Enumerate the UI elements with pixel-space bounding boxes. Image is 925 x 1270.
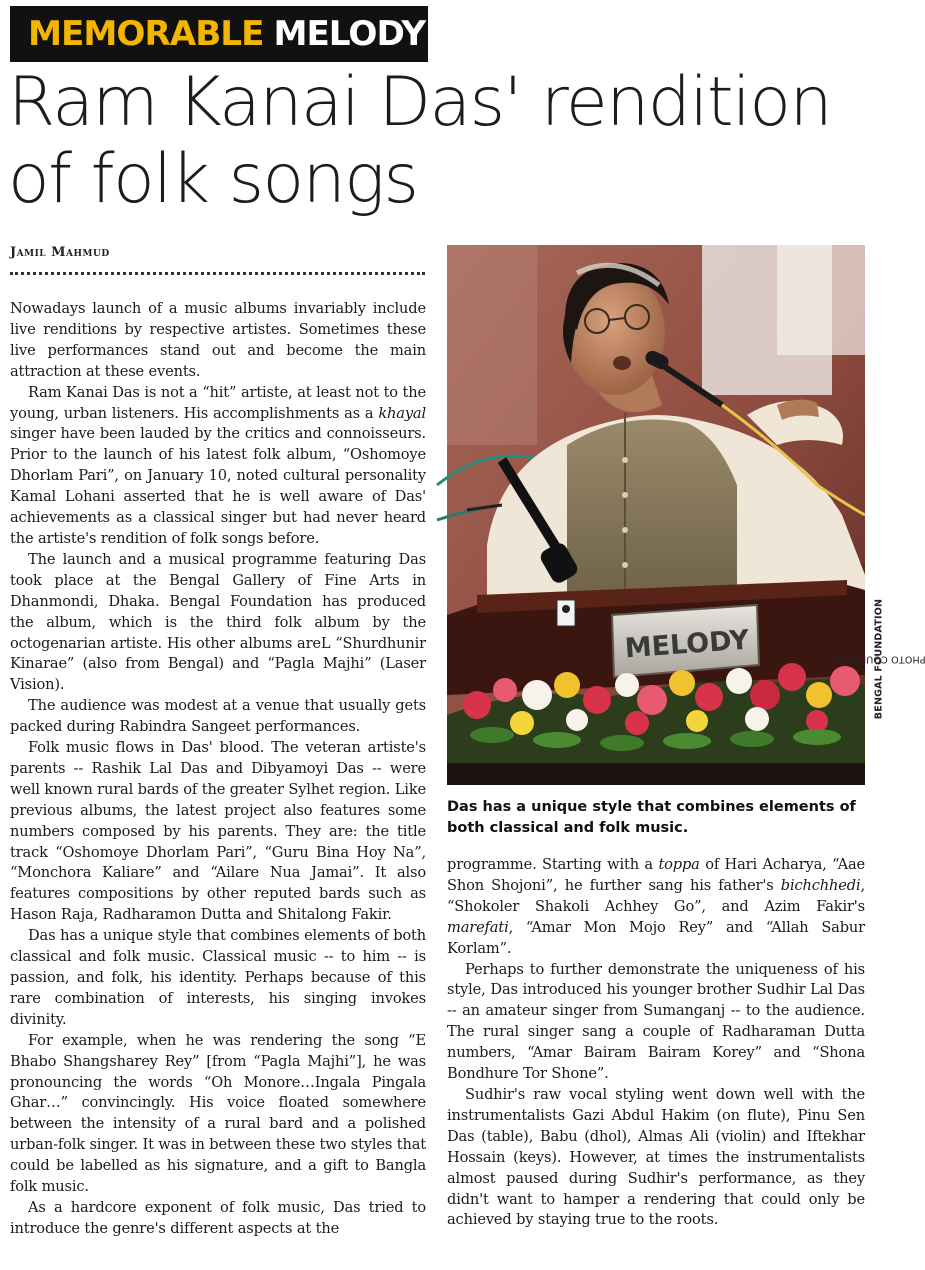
photo-credit-name: BENGAL FOUNDATION (873, 598, 885, 719)
singer-photo-illustration (447, 245, 865, 785)
paragraph: As a hardcore exponent of folk music, Das tried to introduce the genre's different aspects at the (10, 1198, 426, 1237)
paragraph: The launch and a musical programme featuring Das took place at the Bengal Gallery of Fine Arts in Dhanmondi, Dhaka. Bengal Foundation has produced the album, which is the third folk album by the octogenarian artiste. His other albums areL “Shurdhunir Kinarae” (also from Bengal) and “Pagla Majhi” (Laser Vision). (10, 550, 426, 694)
paragraph: Ram Kanai Das is not a “hit” artiste, at least not to the young, urban listeners. His accomplishments as a khayal singer have been lauded by the critics and connoisseurs. Prior to the launch of his latest folk album, “Oshomoye Dhorlam Pari”, on January 10, noted cultural personality Kamal Lohani asserted that he is well aware of Das' achievements as a classical singer but had never heard the artiste's rendition of folk songs before. (10, 383, 426, 547)
paragraph: Das has a unique style that combines elements of both classical and folk music. Classical music -- to him -- is passion, and folk, his identity. Perhaps because of this rare combination of interests, his singing invokes divinity. (10, 927, 426, 1028)
article-headline: Ram Kanai Das' rendition of folk songs (8, 63, 832, 219)
article-column-right (447, 855, 865, 1231)
article-photo (447, 245, 865, 785)
harmonium-nameplate-text: MELODY (623, 624, 751, 665)
photo-credit (832, 532, 925, 785)
kicker-word-memorable: MEMORABLE (28, 14, 264, 54)
paragraph: The audience was modest at a venue that usually gets packed during Rabindra Sangeet performances. (10, 697, 426, 736)
paragraph: For example, when he was rendering the song “E Bhabo Shangsharey Rey” [from “Pagla Majhi”], he was pronouncing the words “Oh Monore…Ingala Pingala Ghar…” convincingly. His voice floated somewhere between the intensity of a rural bard and a polished urban-folk singer. It was in between these two styles that could be labelled as his signature, and a gift to Bangla folk music. (10, 1031, 426, 1196)
paragraph: Perhaps to further demonstrate the uniqueness of his style, Das introduced his younger brother Sudhir Lal Das -- an amateur singer from Sumanganj -- to the audience. The rural singer sang a couple of Radharaman Dutta numbers, “Amar Bairam Bairam Korey” and “Shona Bondhure Tor Shone”. (447, 960, 865, 1083)
article-column-left (10, 299, 426, 1240)
byline-divider (10, 272, 425, 275)
paragraph: Folk music flows in Das' blood. The veteran artiste's parents -- Rashik Lal Das and Dibyamoyi Das -- were well known rural bards of the greater Sylhet region. Like previous albums, the latest project also features some numbers composed by his parents. They are: the title track “Oshomoye Dhorlam Pari”, “Guru Bina Hoy Na”, “Monchora Kaliare” and “Ailare Nua Jamai”. It also features compositions by other reputed bards such as Hason Raja, Radharamon Dutta and Shitalong Fakir. (10, 739, 426, 924)
paragraph: Sudhir's raw vocal styling went down well with the instrumentalists Gazi Abdul Hakim (on flute), Pinu Sen Das (table), Babu (dhol), Almas Ali (violin) and Iftekhar Hossain (keys). However, at times the instrumentalists almost paused during Sudhir's performance, as they didn't want to hamper a rendering that could only be achieved by staying true to the roots. (447, 1085, 865, 1229)
section-kicker (10, 6, 428, 62)
byline: Jamil Mahmud (10, 245, 110, 260)
kicker-word-melody: MELODY (273, 14, 426, 54)
photo-credit-prefix: PHOTO COURTESY: (832, 653, 925, 664)
paragraph: Nowadays launch of a music albums invariably include live renditions by respective artistes. Sometimes these live performances stand out and become the main attraction at these events. (10, 300, 426, 380)
photo-caption: Das has a unique style that combines elements of both classical and folk music. (447, 799, 856, 836)
paragraph: programme. Starting with a toppa of Hari Acharya, “Aae Shon Shojoni”, he further sang his father's bichchhedi, “Shokoler Shakoli Achhey Go”, and Azim Fakir's marefati, “Amar Mon Mojo Rey” and “Allah Sabur Korlam”. (447, 856, 865, 957)
